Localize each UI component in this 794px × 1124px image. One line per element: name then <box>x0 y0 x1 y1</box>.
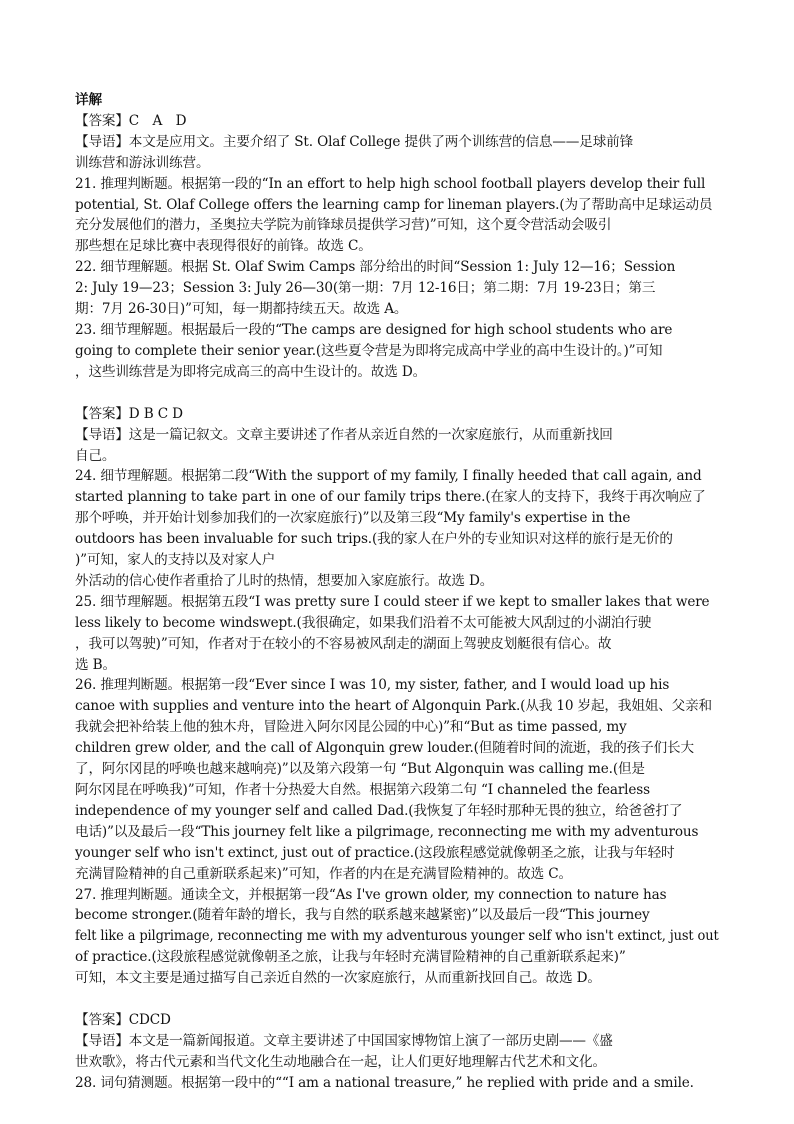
text-line: 【导语】本文是应用文。主要介绍了 St. Olaf College 提供了两个训练营的信息——足球前锋 <box>75 133 634 150</box>
text-line: 【答案】D B C D <box>75 405 183 422</box>
answer-section <box>75 404 719 989</box>
text-line: 自己。 <box>75 447 116 464</box>
document-page <box>75 90 719 1094</box>
text-line: 那个呼唤，并开始计划参加我们的一次家庭旅行)”以及第三段“My family's expertise in the <box>75 510 631 527</box>
text-line: 28. 词句猜测题。根据第一段中的““I am a national treasure,” he replied with pride and a smile. <box>75 1074 694 1091</box>
section-gap <box>75 989 719 1010</box>
text-line: 25. 细节理解题。根据第五段“I was pretty sure I could steer if we kept to smaller lakes that were <box>75 593 710 610</box>
text-line: canoe with supplies and venture into the heart of Algonquin Park.(从我 10 岁起，我姐姐、父亲和 <box>75 698 712 715</box>
text-line: 2: July 19—23；Session 3: July 26—30(第一期：7月 12-16日；第二期：7月 19-23日；第三 <box>75 280 656 297</box>
text-line: become stronger.(随着年龄的增长，我与自然的联系越来越紧密)”以及最后一段“This journey <box>75 907 650 924</box>
text-line: started planning to take part in one of our family trips there.(在家人的支持下，我终于再次响应了 <box>75 489 706 506</box>
text-line: less likely to become windswept.(我很确定，如果我们沿着不太可能被大风刮过的小湖泊行驶 <box>75 614 652 631</box>
text-line: 【导语】这是一篇记叙文。文章主要讲述了作者从亲近自然的一次家庭旅行，从而重新找回 <box>75 426 613 443</box>
text-line: independence of my younger self and called Dad.(我恢复了年轻时那种无畏的独立，给爸爸打了 <box>75 802 683 819</box>
text-line: 充满冒险精神的自己重新联系起来)”可知，作者的内在是充满冒险精神的。故选 C。 <box>75 865 572 882</box>
text-line: children grew older, and the call of Algonquin grew louder.(但随着时间的流逝，我的孩子们长大 <box>75 740 694 757</box>
text-line: )”可知，家人的支持以及对家人户 <box>75 552 276 569</box>
text-line: 23. 细节理解题。根据最后一段的“The camps are designed for high school students who are <box>75 321 673 338</box>
text-line: younger self who isn't extinct, just out of practice.(这段旅程感觉就像朝圣之旅，让我与年轻时 <box>75 844 675 861</box>
text-line: 阿尔冈昆在呼唤我)”可知，作者十分热爱大自然。根据第六段第二句 “I channeled the fearless <box>75 782 650 798</box>
text-line: 【答案】C A D <box>75 112 187 129</box>
text-line: felt like a pilgrimage, reconnecting me with my adventurous younger self who isn't extinct, just out <box>75 928 719 945</box>
text-line: 电话)”以及最后一段“This journey felt like a pilgrimage, reconnecting me with my adventurous <box>75 823 699 840</box>
text-line: 可知，本文主要是通过描写自己亲近自然的一次家庭旅行，从而重新找回自己。故选 D。 <box>75 970 601 987</box>
answer-section <box>75 1010 719 1094</box>
text-line: 27. 推理判断题。通读全文，并根据第一段“As I've grown older, my connection to nature has <box>75 886 667 903</box>
text-line: 那些想在足球比赛中表现得很好的前锋。故选 C。 <box>75 238 372 255</box>
text-line: 【答案】CDCD <box>75 1012 171 1029</box>
text-line: of practice.(这段旅程感觉就像朝圣之旅，让我与年轻时充满冒险精神的自己重新联系起来)” <box>75 949 626 966</box>
text-line: potential, St. Olaf College offers the learning camp for lineman players.(为了帮助高中足球运动员 <box>75 196 713 213</box>
text-line: 充分发展他们的潜力，圣奥拉夫学院为前锋球员提供学习营)”可知，这个夏令营活动会吸引 <box>75 217 612 234</box>
text-line: 世欢歌》，将古代元素和当代文化生动地融合在一起，让人们更好地理解古代艺术和文化。 <box>75 1053 606 1070</box>
text-line: 了，阿尔冈昆的呼唤也越来越响亮)”以及第六段第一句 “But Algonquin was calling me.(但是 <box>75 761 645 778</box>
text-line: 选 B。 <box>75 656 116 673</box>
text-line: 期：7月 26-30日)”可知，每一期都持续五天。故选 A。 <box>75 301 408 318</box>
text-line: 训练营和游泳训练营。 <box>75 154 210 171</box>
text-line: 【导语】本文是一篇新闻报道。文章主要讲述了中国国家博物馆上演了一部历史剧——《盛 <box>75 1032 613 1049</box>
text-line: 24. 细节理解题。根据第二段“With the support of my family, I finally heeded that call again, and <box>75 468 702 485</box>
text-line: 22. 细节理解题。根据 St. Olaf Swim Camps 部分给出的时间“Session 1: July 12—16；Session <box>75 259 676 276</box>
text-line: ，我可以驾驶)”可知，作者对于在较小的不容易被风刮走的湖面上驾驶皮划艇很有信心。故 <box>75 635 612 652</box>
document-body <box>75 111 719 1094</box>
heading: 详解 <box>75 92 102 108</box>
answer-section <box>75 111 719 383</box>
text-line: ，这些训练营是为即将完成高三的高中生设计的。故选 D。 <box>75 363 427 380</box>
section-gap <box>75 383 719 404</box>
text-line: 21. 推理判断题。根据第一段的“In an effort to help high school football players develop their full <box>75 175 706 192</box>
text-line: 我就会把补给装上他的独木舟，冒险进入阿尔冈昆公园的中心)”和“But as time passed, my <box>75 719 627 736</box>
text-line: outdoors has been invaluable for such trips.(我的家人在户外的专业知识对这样的旅行是无价的 <box>75 531 673 548</box>
text-line: 外活动的信心使作者重拾了儿时的热情，想要加入家庭旅行。故选 D。 <box>75 572 494 589</box>
text-line: going to complete their senior year.(这些夏令营是为即将完成高中学业的高中生设计的。)”可知 <box>75 342 663 359</box>
text-line: 26. 推理判断题。根据第一段“Ever since I was 10, my sister, father, and I would load up his <box>75 677 670 694</box>
